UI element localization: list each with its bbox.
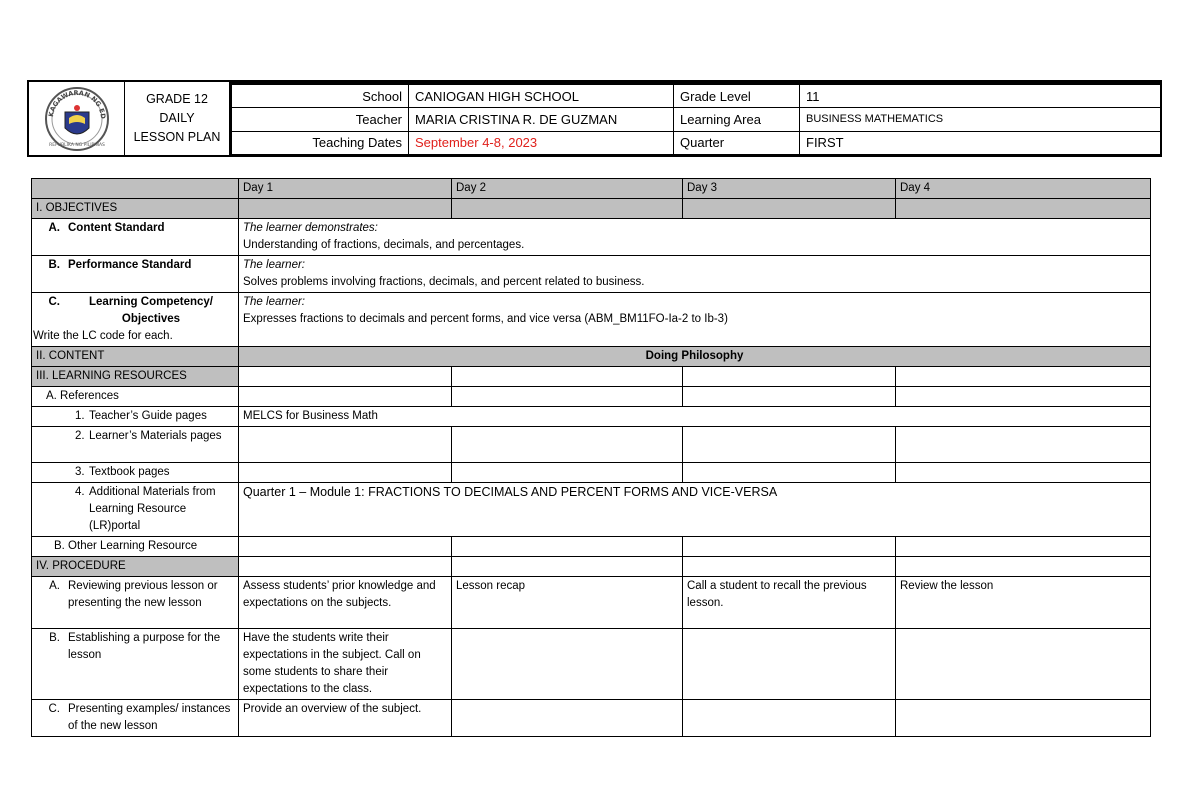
svg-text:REPUBLIKA NG PILIPINAS: REPUBLIKA NG PILIPINAS — [49, 143, 105, 148]
teacher-label: Teacher — [232, 108, 409, 131]
procedure-b-key: B. — [49, 632, 60, 644]
content-standard-intro: The learner demonstrates: — [243, 222, 378, 234]
procedure-c-day1: Provide an overview of the subject. — [239, 700, 452, 737]
procedure-b-day1: Have the students write their expectations in the subject. Call on some students to share their expectations to the class. — [239, 629, 452, 700]
textbook-label: Textbook pages — [89, 466, 170, 478]
day-2-header: Day 2 — [452, 179, 683, 199]
teachers-guide-num: 1. — [75, 410, 85, 422]
competency-text: Expresses fractions to decimals and percent forms, and vice versa (ABM_BM11FO-Ia-2 to Ib-3) — [243, 313, 728, 325]
procedure-c-key: C. — [48, 703, 60, 715]
content-standard-text: Understanding of fractions, decimals, and percentages. — [243, 239, 525, 251]
procedure-heading-row — [32, 557, 1151, 577]
content-row — [32, 347, 1151, 367]
additional-materials-row — [32, 483, 1151, 537]
resources-heading: III. LEARNING RESOURCES — [32, 367, 239, 387]
deped-seal-icon — [29, 82, 125, 155]
procedure-b-label: Establishing a purpose for the lesson — [68, 632, 221, 661]
procedure-a-day1: Assess students’ prior knowledge and expectations on the subjects. — [239, 577, 452, 629]
additional-materials-num: 4. — [75, 486, 85, 498]
day-1-header: Day 1 — [239, 179, 452, 199]
competency-label: Learning Competency/ Objectives — [89, 296, 213, 325]
performance-standard-key: B. — [48, 259, 60, 271]
competency-intro: The learner: — [243, 296, 306, 308]
procedure-a-label: Reviewing previous lesson or presenting the new lesson — [68, 580, 218, 609]
school-label: School — [232, 85, 409, 108]
lesson-plan-title — [125, 82, 231, 155]
day-4-header: Day 4 — [896, 179, 1151, 199]
school-value: CANIOGAN HIGH SCHOOL — [409, 85, 674, 108]
svg-text:KAGAWARAN NG EDUKASYON: KAGAWARAN NG ED — [47, 88, 108, 120]
content-standard-label: Content Standard — [68, 222, 165, 234]
objectives-heading: I. OBJECTIVES — [32, 199, 239, 219]
learners-materials-label: Learner’s Materials pages — [89, 430, 222, 442]
procedure-b-day4 — [896, 629, 1151, 700]
content-heading: II. CONTENT — [32, 347, 239, 367]
procedure-heading: IV. PROCEDURE — [32, 557, 239, 577]
content-standard-row — [32, 219, 1151, 256]
performance-standard-label: Performance Standard — [68, 259, 192, 271]
grade-level-value: 11 — [800, 85, 1161, 108]
procedure-row-c — [32, 700, 1151, 737]
procedure-a-day2: Lesson recap — [452, 577, 683, 629]
content-value: Doing Philosophy — [239, 347, 1151, 367]
title-line-grade: GRADE 12 — [146, 92, 208, 106]
teaching-dates-value: September 4-8, 2023 — [409, 131, 674, 154]
objectives-heading-row — [32, 199, 1151, 219]
teachers-guide-row — [32, 407, 1151, 427]
procedure-c-day2 — [452, 700, 683, 737]
textbook-row — [32, 463, 1151, 483]
grade-level-label: Grade Level — [674, 85, 800, 108]
procedure-c-day4 — [896, 700, 1151, 737]
title-line-lesson-plan: LESSON PLAN — [133, 130, 221, 144]
procedure-row-a — [32, 577, 1151, 629]
deped-seal-cell — [29, 82, 125, 155]
procedure-b-day2 — [452, 629, 683, 700]
learning-area-value: BUSINESS MATHEMATICS — [800, 108, 1161, 131]
procedure-a-day3: Call a student to recall the previous lesson. — [683, 577, 896, 629]
competency-note: Write the LC code for each. — [33, 330, 173, 342]
content-standard-key: A. — [48, 222, 60, 234]
procedure-c-day3 — [683, 700, 896, 737]
learning-area-label: Learning Area — [674, 108, 800, 131]
procedure-b-day3 — [683, 629, 896, 700]
procedure-a-key: A. — [49, 580, 60, 592]
teachers-guide-value: MELCS for Business Math — [239, 407, 1151, 427]
quarter-label: Quarter — [674, 131, 800, 154]
other-resource-label: B. Other Learning Resource — [32, 537, 239, 557]
competency-key: C. — [48, 296, 60, 308]
learners-materials-row — [32, 427, 1151, 463]
procedure-a-day4: Review the lesson — [896, 577, 1151, 629]
learners-materials-num: 2. — [75, 430, 85, 442]
quarter-value: FIRST — [800, 131, 1161, 154]
procedure-c-label: Presenting examples/ instances of the new lesson — [68, 703, 231, 732]
teachers-guide-label: Teacher’s Guide pages — [89, 410, 207, 422]
additional-materials-label: Additional Materials from Learning Resource (LR)portal — [89, 486, 216, 532]
lesson-plan-table — [31, 178, 1150, 737]
other-resource-row — [32, 537, 1151, 557]
competency-row — [32, 293, 1151, 347]
performance-standard-row — [32, 256, 1151, 293]
procedure-row-b — [32, 629, 1151, 700]
additional-materials-value: Quarter 1 – Module 1: FRACTIONS TO DECIMALS AND PERCENT FORMS AND VICE-VERSA — [239, 483, 1151, 537]
performance-standard-intro: The learner: — [243, 259, 306, 271]
header-info-table — [231, 82, 1160, 155]
performance-standard-text: Solves problems involving fractions, decimals, and percent related to business. — [243, 276, 645, 288]
title-line-daily: DAILY — [159, 111, 195, 125]
teaching-dates-label: Teaching Dates — [232, 131, 409, 154]
days-header-row — [32, 179, 1151, 199]
resources-heading-row — [32, 367, 1151, 387]
references-label: A. References — [32, 387, 239, 407]
references-row — [32, 387, 1151, 407]
textbook-num: 3. — [75, 466, 85, 478]
teacher-value: MARIA CRISTINA R. DE GUZMAN — [409, 108, 674, 131]
day-3-header: Day 3 — [683, 179, 896, 199]
